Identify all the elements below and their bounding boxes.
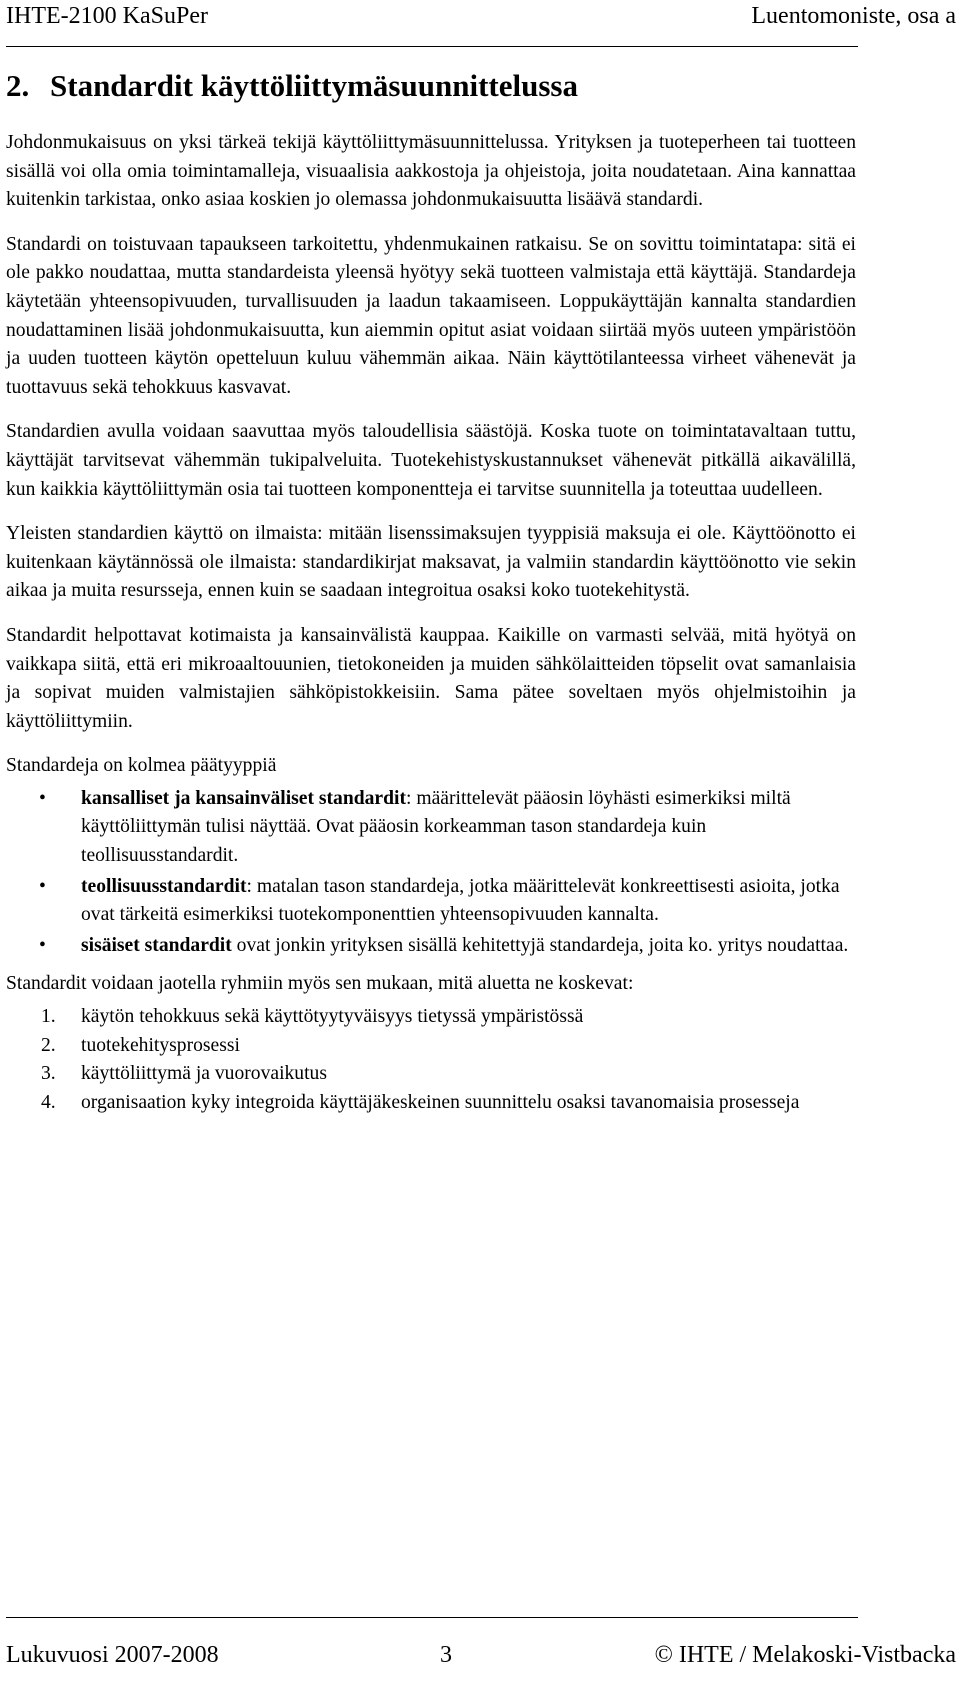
footer-copyright: © IHTE / Melakoski-Vistbacka — [654, 1642, 956, 1668]
paragraph-standard-definition: Standardi on toistuvaan tapaukseen tarkoitettu, yhdenmukainen ratkaisu. Se on sovittu toimintatapa: sitä ei ole pakko noudattaa, mutta standardeista yleensä hyötyy sekä tuotteen valmistaja että käyttäjä. Standardeja käytetään yhteensopivuuden, turvallisuuden ja laadun takaamiseen. Loppukäyttäjän kannalta standardien noudattaminen lisää johdonmukaisuutta, kun aiemmin opitut asiat voidaan siirtää myös uuteen ympäristöön ja uuden tuotteen käytön opetteluun kuluu vähemmän aikaa. Näin käyttötilanteessa virheet vähenevät ja tuottavuus sekä tehokkuus kasvavat. — [6, 233, 856, 398]
list-item-number: 3. — [41, 1063, 56, 1085]
body-text — [6, 129, 856, 1117]
list-item — [6, 1032, 856, 1061]
list-item-number: 4. — [41, 1091, 56, 1113]
list-item-text: käyttöliittymä ja vuorovaikutus — [81, 1063, 327, 1085]
areas-intro: Standardit voidaan jaotella ryhmiin myös sen mukaan, mitä aluetta ne koskevat: — [6, 973, 634, 995]
footer-academic-year: Lukuvuosi 2007-2008 — [6, 1642, 219, 1668]
list-item-text: käytön tehokkuus sekä käyttötyytyväisyys tietyssä ympäristössä — [81, 1006, 584, 1028]
list-item-term: teollisuusstandardit — [81, 875, 247, 897]
list-item-text: määrittelevät pääosin löyhästi esimerkiksi miltä käyttöliittymän tulisi näyttää. Ovat pääosin korkeamman tason standardeja kuin teollisuusstandardit. — [81, 787, 791, 867]
bullet-icon: • — [39, 934, 46, 956]
types-intro: Standardeja on kolmea päätyyppiä — [6, 755, 277, 777]
section-title: Standardit käyttöliittymäsuunnittelussa — [50, 68, 578, 103]
list-item-text: matalan tason standardeja, jotka määrittelevät konkreettisesti asioita, jotka ovat tärkeitä esimerkiksi tuotekomponenttien yhteensopivuuden kannalta. — [81, 875, 840, 926]
footer-divider — [6, 1617, 858, 1618]
paragraph-consistency: Johdonmukaisuus on yksi tärkeä tekijä käyttöliittymäsuunnittelussa. Yrityksen ja tuoteperheen tai tuotteen sisällä voi olla omia toimintamalleja, visuaalisia aakkostoja ja ohjeistoja, joita noudatetaan. Aina kannattaa kuitenkin tarkistaa, onko asiaa koskien jo olemassa johdonmukaisuutta lisäävä standardi. — [6, 132, 856, 211]
standard-types-list — [6, 785, 856, 961]
header-document-title: Luentomoniste, osa a — [751, 3, 956, 29]
section-heading — [6, 66, 578, 106]
standard-areas-list — [6, 1003, 856, 1117]
list-item-number: 2. — [41, 1034, 56, 1056]
list-item — [6, 1089, 856, 1118]
section-number: 2. — [6, 68, 30, 103]
bullet-icon: • — [39, 875, 46, 897]
header-course-code: IHTE-2100 KaSuPer — [6, 3, 208, 29]
list-item — [6, 932, 856, 961]
list-item-term: sisäiset standardit — [81, 934, 232, 956]
list-item-text: ovat jonkin yrityksen sisällä kehitettyjä standardeja, joita ko. yritys noudattaa. — [231, 934, 849, 956]
list-item — [6, 1060, 856, 1089]
list-item-number: 1. — [41, 1006, 56, 1028]
footer-page-number: 3 — [440, 1642, 452, 1668]
paragraph-savings: Standardien avulla voidaan saavuttaa myös taloudellisia säästöjä. Koska tuote on toimintatavaltaan tuttu, käyttäjät tarvitsevat vähemmän tukipalveluita. Tuotekehistyskustannukset vähenevät pitkällä aikavälillä, kun kaikkia käyttöliittymän osia tai tuotteen komponentteja ei tarvitse suunnitella ja toteuttaa uudelleen. — [6, 421, 856, 500]
list-item: • kansalliset ja kansainväliset standardit: määrittelevät pääosin löyhästi esimerkiksi miltä käyttöliittymän tulisi näyttää. Ovat pääosin korkeamman tason standardeja kuin teollisuusstandardit. — [6, 785, 856, 871]
bullet-icon: • — [39, 787, 46, 809]
list-item — [6, 1003, 856, 1032]
header-divider — [6, 46, 858, 47]
paragraph-costs: Yleisten standardien käyttö on ilmaista: mitään lisenssimaksujen tyyppisiä maksuja ei ole. Käyttöönotto ei kuitenkaan käytännössä ole ilmaista: standardikirjat maksavat, ja valmiin standardin käyttöönotto vie sekin aikaa ja muita resursseja, ennen kuin se saadaan integroitua osaksi koko tuotekehitystä. — [6, 523, 856, 602]
list-item-text: tuotekehitysprosessi — [81, 1034, 240, 1056]
list-item-term: kansalliset ja kansainväliset standardit — [81, 787, 406, 809]
paragraph-trade: Standardit helpottavat kotimaista ja kansainvälistä kauppaa. Kaikille on varmasti selvää, mitä hyötyä on vaikkapa siitä, että eri mikroaaltouunien, tietokoneiden ja muiden sähkölaitteiden töpselit ovat samanlaisia ja sopivat muiden valmistajien sähköpistokkeisiin. Sama pätee soveltaen myös ohjelmistoihin ja käyttöliittymiin. — [6, 624, 856, 732]
list-item-text: organisaation kyky integroida käyttäjäkeskeinen suunnittelu osaksi tavanomaisia prosesseja — [81, 1091, 800, 1113]
list-item: • teollisuusstandardit: matalan tason standardeja, jotka määrittelevät konkreettisesti asioita, jotka ovat tärkeitä esimerkiksi tuotekomponenttien yhteensopivuuden kannalta. — [6, 873, 856, 930]
